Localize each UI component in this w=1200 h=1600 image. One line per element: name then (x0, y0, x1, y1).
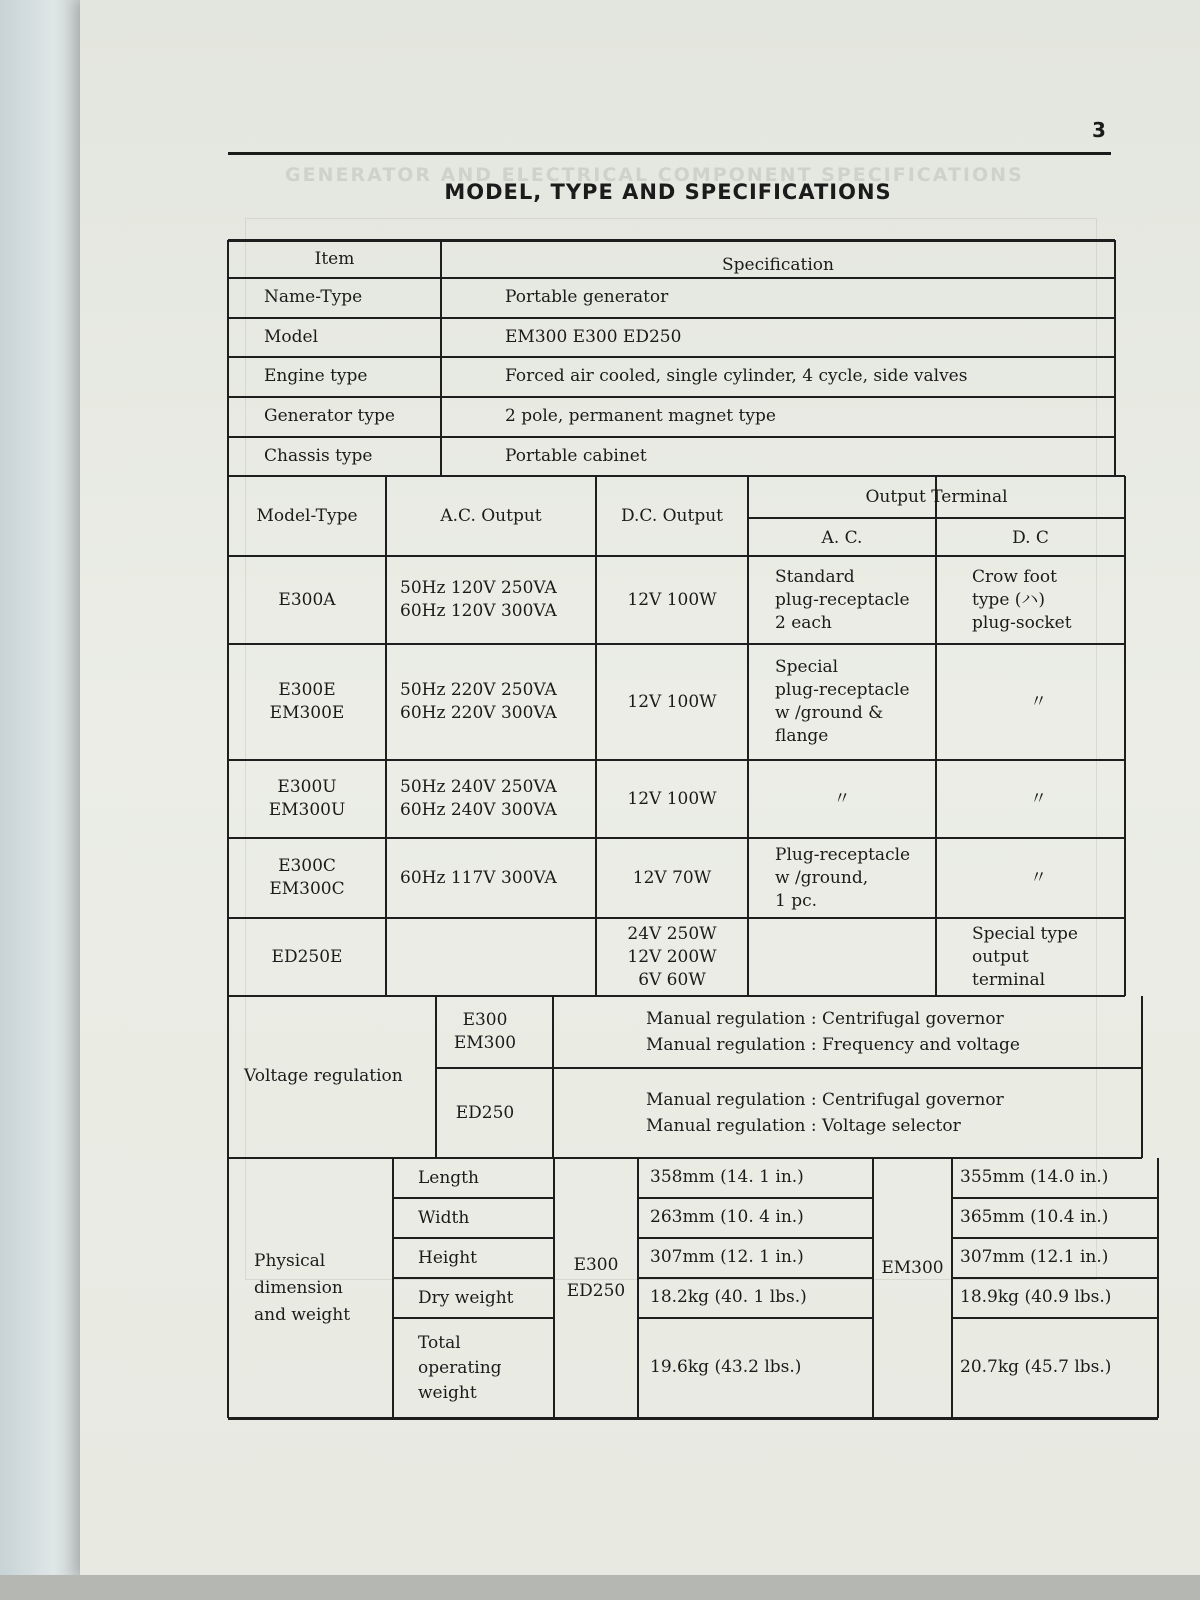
spec-row-rule (228, 239, 1115, 242)
output-dc-value: 24V 250W 12V 200W 6V 60W (627, 923, 717, 990)
physical-bottom-rule (228, 1417, 1158, 1420)
physical-column-rule (553, 1158, 555, 1418)
physical-column-rule (637, 1158, 639, 1418)
spec-item-label: Generator type (264, 406, 395, 426)
output-terminal-dc: 〃 (1030, 691, 1047, 712)
voltage-models: E300 EM300 (453, 1010, 517, 1053)
spec-row-rule (228, 396, 1115, 398)
output-terminal-dc: 〃 (1030, 867, 1047, 888)
physical-row-rule (952, 1237, 1158, 1239)
output-row-rule (228, 555, 1125, 557)
output-model: E300E EM300E (269, 680, 345, 723)
physical-row-label: Width (418, 1207, 470, 1228)
physical-value-group-b: 20.7kg (45.7 lbs.) (960, 1357, 1112, 1377)
physical-row-rule (638, 1277, 873, 1279)
physical-model-group-b: EM300 (881, 1258, 944, 1278)
output-terminal-dc: Crow foot type (ハ) plug-socket (972, 566, 1072, 633)
spec-item-value: Portable generator (505, 287, 669, 307)
desk-surface (0, 1575, 1200, 1600)
physical-row-label: Length (418, 1167, 479, 1188)
physical-row-rule (638, 1237, 873, 1239)
output-column-rule (747, 476, 749, 996)
output-model: E300U EM300U (268, 777, 346, 820)
output-header-terminal: Output Terminal (865, 487, 1008, 507)
output-terminal-ac: 〃 (833, 788, 851, 809)
page-number: 3 (1092, 118, 1106, 142)
output-terminal-ac: Standard plug-receptacle 2 each (775, 566, 910, 633)
output-row-rule (228, 995, 1125, 997)
spec-left-rule (227, 240, 229, 476)
physical-row-rule (393, 1277, 554, 1279)
physical-value-group-a: 263mm (10. 4 in.) (650, 1207, 804, 1227)
physical-value-group-b: 355mm (14.0 in.) (960, 1167, 1109, 1187)
physical-value-group-a: 307mm (12. 1 in.) (650, 1247, 804, 1267)
output-header-terminal-dc: D. C (1012, 528, 1049, 548)
physical-value-group-b: 307mm (12.1 in.) (960, 1247, 1109, 1267)
spec-item-label: Engine type (264, 366, 368, 386)
output-header-ac: A.C. Output (440, 506, 542, 526)
physical-row-label: Total operating weight (418, 1332, 502, 1403)
output-ac-value: 50Hz 220V 250VA 60Hz 220V 300VA (400, 680, 557, 723)
output-header-model: Model-Type (256, 506, 358, 526)
output-model: E300C EM300C (269, 856, 345, 899)
output-model: ED250E (271, 946, 343, 967)
physical-left-rule (227, 1158, 229, 1418)
output-row-rule (228, 475, 1125, 477)
output-terminal-dc: 〃 (1030, 788, 1047, 809)
spec-item-value: EM300 E300 ED250 (505, 327, 682, 347)
physical-row-rule (393, 1317, 554, 1319)
voltage-bottom-rule (228, 1157, 1142, 1159)
spec-item-value: Forced air cooled, single cylinder, 4 cycle, side valves (505, 366, 968, 386)
output-dc-value: 12V 100W (627, 788, 717, 809)
physical-column-rule (1157, 1158, 1159, 1418)
physical-dimension-label: Physical dimension and weight (254, 1251, 351, 1325)
header-rule (228, 152, 1111, 155)
physical-value-group-b: 18.9kg (40.9 lbs.) (960, 1287, 1112, 1307)
voltage-column-rule (435, 996, 437, 1158)
output-terminal-ac: Special plug-receptacle w /ground & flange (775, 657, 910, 746)
physical-value-group-a: 18.2kg (40. 1 lbs.) (650, 1287, 807, 1307)
output-column-rule (385, 476, 387, 996)
output-model: E300A (278, 589, 336, 610)
spec-item-value: Portable cabinet (505, 446, 647, 466)
physical-row-rule (952, 1317, 1158, 1319)
spec-item-value: 2 pole, permanent magnet type (505, 406, 776, 426)
physical-column-rule (392, 1158, 394, 1418)
output-row-rule (228, 643, 1125, 645)
spec-row-rule (228, 356, 1115, 358)
spec-header-item: Item (314, 249, 355, 269)
voltage-models: ED250 (455, 1102, 515, 1123)
output-terminal-dc: Special type output terminal (972, 923, 1078, 990)
physical-row-rule (393, 1197, 554, 1199)
spec-item-label: Name-Type (264, 287, 363, 307)
voltage-regulation-text: Manual regulation : Centrifugal governor Manual regulation : Frequency and voltage (646, 1009, 1020, 1055)
physical-row-label: Height (418, 1247, 477, 1268)
voltage-regulation-text: Manual regulation : Centrifugal governor Manual regulation : Voltage selector (646, 1090, 1004, 1136)
spec-row-rule (228, 436, 1115, 438)
spec-row-rule (228, 317, 1115, 319)
physical-row-label: Dry weight (418, 1287, 514, 1308)
output-column-rule (595, 476, 597, 996)
physical-value-group-a: 358mm (14. 1 in.) (650, 1167, 804, 1187)
physical-row-rule (393, 1237, 554, 1239)
output-dc-value: 12V 100W (627, 589, 717, 610)
output-dc-value: 12V 100W (627, 691, 717, 712)
spec-header-specification: Specification (722, 255, 834, 275)
page-title: MODEL, TYPE AND SPECIFICATIONS (444, 180, 892, 204)
voltage-left-rule (227, 996, 229, 1158)
output-terminal-ac: Plug-receptacle w /ground, 1 pc. (775, 844, 911, 911)
output-column-rule (227, 476, 229, 996)
output-column-rule (1124, 476, 1126, 996)
voltage-right-rule (1141, 996, 1143, 1158)
spec-item-label: Chassis type (264, 446, 373, 466)
spec-row-rule (228, 277, 1115, 279)
spec-item-label: Model (264, 327, 319, 347)
physical-column-rule (872, 1158, 874, 1418)
physical-row-rule (638, 1197, 873, 1199)
output-header-dc: D.C. Output (620, 506, 724, 526)
physical-value-group-b: 365mm (10.4 in.) (960, 1207, 1109, 1227)
output-ac-value: 60Hz 117V 300VA (400, 867, 557, 888)
output-row-rule (228, 837, 1125, 839)
voltage-regulation-label: Voltage regulation (244, 1066, 403, 1086)
output-row-rule (228, 917, 1125, 919)
physical-row-rule (952, 1197, 1158, 1199)
physical-model-group-a: E300 ED250 (566, 1255, 626, 1301)
output-row-rule (228, 759, 1125, 761)
output-header-terminal-ac: A. C. (821, 528, 863, 548)
physical-row-rule (952, 1277, 1158, 1279)
voltage-column-rule (552, 996, 554, 1158)
output-ac-value: 50Hz 120V 250VA 60Hz 120V 300VA (400, 578, 557, 621)
output-dc-value: 12V 70W (632, 867, 712, 888)
output-column-rule (935, 476, 937, 996)
physical-row-rule (638, 1317, 873, 1319)
book-spine (0, 0, 90, 1600)
output-ac-value: 50Hz 240V 250VA 60Hz 240V 300VA (400, 777, 557, 820)
bleed-through-text: GENERATOR AND ELECTRICAL COMPONENT SPECIFICATIONS (285, 164, 1024, 186)
physical-column-rule (951, 1158, 953, 1418)
voltage-mid-rule (436, 1067, 1142, 1069)
physical-value-group-a: 19.6kg (43.2 lbs.) (650, 1357, 802, 1377)
